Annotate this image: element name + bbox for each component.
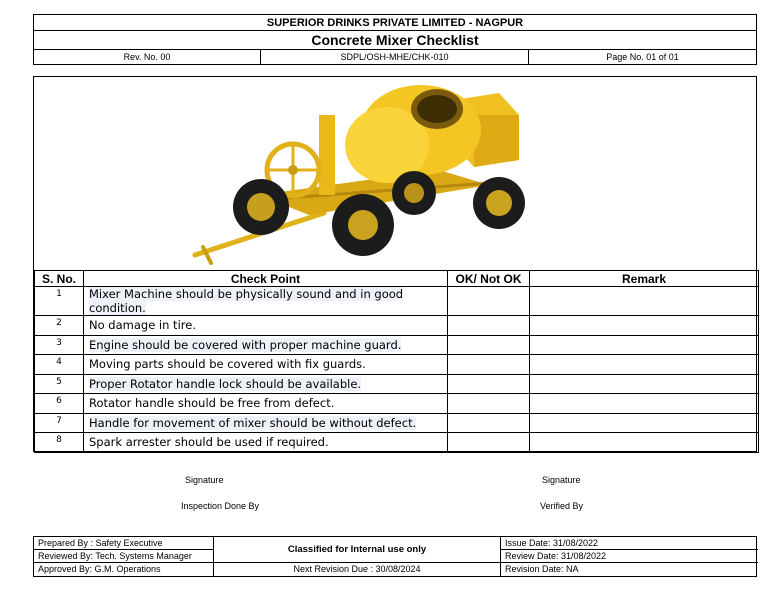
page-number: Page No. 01 of 01 <box>606 52 679 62</box>
verified-by-label: Verified By <box>540 501 584 511</box>
remark-cell[interactable] <box>530 394 759 414</box>
remark-cell[interactable] <box>530 287 759 316</box>
prepared-by: Prepared By : Safety Executive <box>34 537 214 550</box>
check-point: Moving parts should be covered with fix guards. <box>84 355 448 375</box>
check-point: No damage in tire. <box>84 316 448 336</box>
serial-number: 3 <box>35 335 84 355</box>
table-row <box>35 433 759 453</box>
column-header-sno: S. No. <box>35 271 84 287</box>
serial-number: 2 <box>35 316 84 336</box>
table-row <box>35 287 759 316</box>
serial-number: 1 <box>35 287 84 316</box>
inspection-done-by-label: Inspection Done By <box>181 501 260 511</box>
serial-number: 8 <box>35 433 84 453</box>
remark-cell[interactable] <box>530 413 759 433</box>
table-row <box>35 316 759 336</box>
ok-status-cell[interactable] <box>448 394 530 414</box>
ok-status-cell[interactable] <box>448 374 530 394</box>
check-point: Proper Rotator handle lock should be available. <box>84 374 448 394</box>
checklist-container <box>33 76 757 452</box>
remark-cell[interactable] <box>530 433 759 453</box>
issue-date: Issue Date: 31/08/2022 <box>501 537 758 550</box>
remark-cell[interactable] <box>530 374 759 394</box>
serial-number: 5 <box>35 374 84 394</box>
next-revision-due: Next Revision Due : 30/08/2024 <box>214 563 501 576</box>
table-row <box>35 335 759 355</box>
remark-cell[interactable] <box>530 335 759 355</box>
ok-status-cell[interactable] <box>448 287 530 316</box>
company-name: SUPERIOR DRINKS PRIVATE LIMITED - NAGPUR <box>34 15 756 31</box>
column-header-ok: OK/ Not OK <box>448 271 530 287</box>
remark-cell[interactable] <box>530 316 759 336</box>
table-row <box>35 413 759 433</box>
mixer-image-area <box>34 77 756 271</box>
table-row <box>35 355 759 375</box>
check-point: Mixer Machine should be physically sound and in good condition. <box>84 287 448 316</box>
review-date: Review Date: 31/08/2022 <box>501 550 758 563</box>
inspector-signature-label: Signature <box>185 475 224 485</box>
ok-status-cell[interactable] <box>448 316 530 336</box>
ok-status-cell[interactable] <box>448 413 530 433</box>
revision-date: Revision Date: NA <box>505 564 579 574</box>
concrete-mixer-image <box>189 77 529 270</box>
serial-number: 6 <box>35 394 84 414</box>
serial-number: 7 <box>35 413 84 433</box>
ok-status-cell[interactable] <box>448 335 530 355</box>
check-point: Spark arrester should be used if required. <box>84 433 448 453</box>
table-row <box>35 374 759 394</box>
document-footer <box>33 536 757 577</box>
approved-by: Approved By: G.M. Operations <box>34 563 214 576</box>
classification-label: Classified for Internal use only <box>214 537 501 563</box>
document-title: Concrete Mixer Checklist <box>34 31 756 50</box>
reviewed-by: Reviewed By: Tech. Systems Manager <box>34 550 214 563</box>
ok-status-cell[interactable] <box>448 433 530 453</box>
verifier-signature-label: Signature <box>542 475 581 485</box>
table-row <box>35 394 759 414</box>
check-point: Rotator handle should be free from defect. <box>84 394 448 414</box>
column-header-check-point: Check Point <box>84 271 448 287</box>
revision-number: Rev. No. 00 <box>34 50 261 64</box>
document-header <box>33 14 757 65</box>
check-point: Handle for movement of mixer should be without defect. <box>84 413 448 433</box>
checklist-table <box>34 270 759 453</box>
document-meta-row <box>34 50 756 64</box>
check-point: Engine should be covered with proper machine guard. <box>84 335 448 355</box>
remark-cell[interactable] <box>530 355 759 375</box>
document-code: SDPL/OSH-MHE/CHK-010 <box>261 50 529 64</box>
ok-status-cell[interactable] <box>448 355 530 375</box>
column-header-remark: Remark <box>530 271 759 287</box>
serial-number: 4 <box>35 355 84 375</box>
